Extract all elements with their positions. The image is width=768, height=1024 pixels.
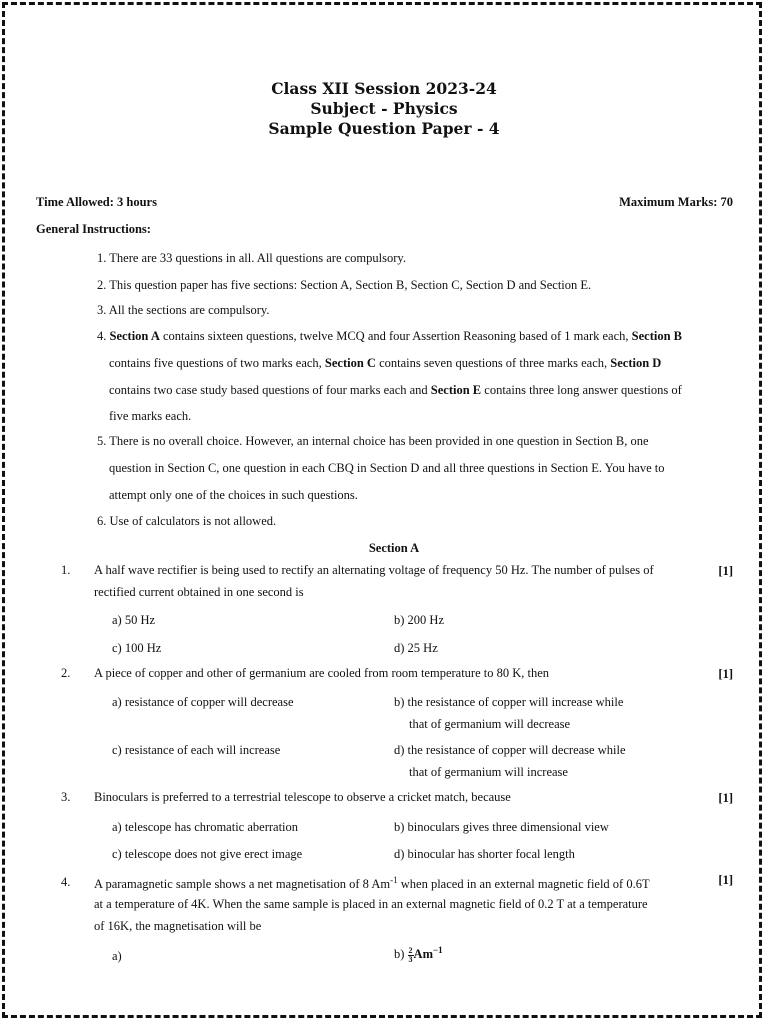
- instruction-4-line-4: five marks each.: [109, 409, 192, 423]
- fraction-numerator: 2: [408, 945, 413, 955]
- question-4-option-b-unit: Am: [413, 947, 433, 962]
- paper-subject-line: Subject - Physics: [310, 99, 458, 118]
- question-2-option-b-line-2[interactable]: that of germanium will decrease: [409, 717, 571, 731]
- instruction-6: 6. Use of calculators is not allowed.: [97, 514, 277, 528]
- instruction-5-line-1: 5. There is no overall choice. However, an internal choice has been provided in one question in Section B, one: [97, 434, 649, 448]
- question-1-option-a[interactable]: a) 50 Hz: [112, 613, 156, 627]
- instruction-4-line-3: [109, 384, 682, 397]
- paper-class-line: Class XII Session 2023-24: [271, 79, 497, 98]
- question-4-text-post: when placed in an external magnetic field of 0.6T: [397, 877, 650, 892]
- question-4-marks: [1]: [718, 873, 733, 887]
- instruction-1: 1. There are 33 questions in all. All questions are compulsory.: [97, 251, 406, 265]
- question-1-option-b[interactable]: b) 200 Hz: [394, 613, 444, 627]
- instruction-4-section-b: Section B: [631, 329, 682, 343]
- question-4-number: 4.: [61, 875, 71, 889]
- question-2-marks: [1]: [718, 667, 733, 681]
- question-3-marks: [1]: [718, 791, 733, 805]
- question-4-option-b[interactable]: [394, 946, 443, 964]
- question-4-superscript: -1: [390, 875, 398, 885]
- question-1-marks: [1]: [718, 564, 733, 578]
- question-1-text-line-1: A half wave rectifier is being used to rectify an alternating voltage of frequency 50 Hz. The number of pulses of: [94, 563, 654, 577]
- instruction-3: 3. All the sections are compulsory.: [97, 303, 270, 317]
- instruction-4-text-a: contains sixteen questions, twelve MCQ and four Assertion Reasoning based of 1 mark each,: [159, 329, 632, 343]
- instruction-4-section-d: Section D: [610, 356, 662, 370]
- instruction-4-text-b: contains five questions of two marks each,: [109, 356, 325, 370]
- question-4-text-line-1: [94, 876, 650, 891]
- paper-title-line: Sample Question Paper - 4: [268, 119, 500, 138]
- question-3-option-b[interactable]: b) binoculars gives three dimensional view: [394, 820, 609, 834]
- instruction-5-line-2: question in Section C, one question in each CBQ in Section D and all three questions in Section E. You have to: [109, 461, 665, 475]
- instruction-2: 2. This question paper has five sections: Section A, Section B, Section C, Section D and Section E.: [97, 278, 592, 292]
- question-4-text-line-3: of 16K, the magnetisation will be: [94, 919, 262, 933]
- question-3-option-c[interactable]: c) telescope does not give erect image: [112, 847, 303, 861]
- instruction-4-text-c: contains seven questions of three marks each,: [375, 356, 611, 370]
- question-1-option-c[interactable]: c) 100 Hz: [112, 641, 162, 655]
- instruction-4-text-e: contains three long answer questions of: [481, 383, 682, 397]
- question-2-option-b-line-1[interactable]: b) the resistance of copper will increase while: [394, 695, 624, 709]
- question-4-option-a[interactable]: a): [112, 949, 122, 963]
- fraction-denominator: 3: [408, 954, 413, 964]
- question-2-option-a[interactable]: a) resistance of copper will decrease: [112, 695, 294, 709]
- question-1-option-d[interactable]: d) 25 Hz: [394, 641, 438, 655]
- question-3-text: Binoculars is preferred to a terrestrial telescope to observe a cricket match, because: [94, 790, 511, 804]
- instruction-5-line-3: attempt only one of the choices in such questions.: [109, 488, 358, 502]
- question-4-text-pre: A paramagnetic sample shows a net magnetisation of 8 Am: [94, 877, 391, 892]
- question-4-option-b-superscript: −1: [433, 945, 443, 955]
- question-4-option-b-label: b): [394, 947, 405, 962]
- page-border: [2, 2, 762, 1018]
- question-3-option-a[interactable]: a) telescope has chromatic aberration: [112, 820, 299, 834]
- question-3-option-d[interactable]: d) binocular has shorter focal length: [394, 847, 575, 861]
- instruction-4-line-2: [109, 357, 661, 370]
- instruction-4-number: 4.: [97, 329, 107, 343]
- question-2-number: 2.: [61, 666, 71, 680]
- question-2-text: A piece of copper and other of germanium are cooled from room temperature to 80 K, then: [94, 666, 550, 680]
- question-2-option-c[interactable]: c) resistance of each will increase: [112, 743, 281, 757]
- general-instructions-heading: General Instructions:: [36, 222, 151, 236]
- section-a-heading: Section A: [368, 541, 420, 555]
- instruction-4-section-e: Section E: [430, 383, 482, 397]
- question-1-text-line-2: rectified current obtained in one second is: [94, 585, 304, 599]
- question-1-number: 1.: [61, 563, 71, 577]
- instruction-4-line-1: [97, 330, 682, 343]
- question-3-number: 3.: [61, 790, 71, 804]
- question-2-option-d-line-2[interactable]: that of germanium will increase: [409, 765, 568, 779]
- instruction-4-text-d: contains two case study based questions of four marks each and: [109, 383, 431, 397]
- instruction-4-section-c: Section C: [324, 356, 376, 370]
- instruction-4-section-a: Section A: [109, 329, 160, 343]
- question-4-text-line-2: at a temperature of 4K. When the same sample is placed in an external magnetic field of 0.2 T at a temperature: [94, 897, 648, 911]
- time-allowed: Time Allowed: 3 hours: [36, 195, 157, 209]
- maximum-marks: Maximum Marks: 70: [619, 195, 733, 209]
- question-2-option-d-line-1[interactable]: d) the resistance of copper will decrease while: [394, 743, 626, 757]
